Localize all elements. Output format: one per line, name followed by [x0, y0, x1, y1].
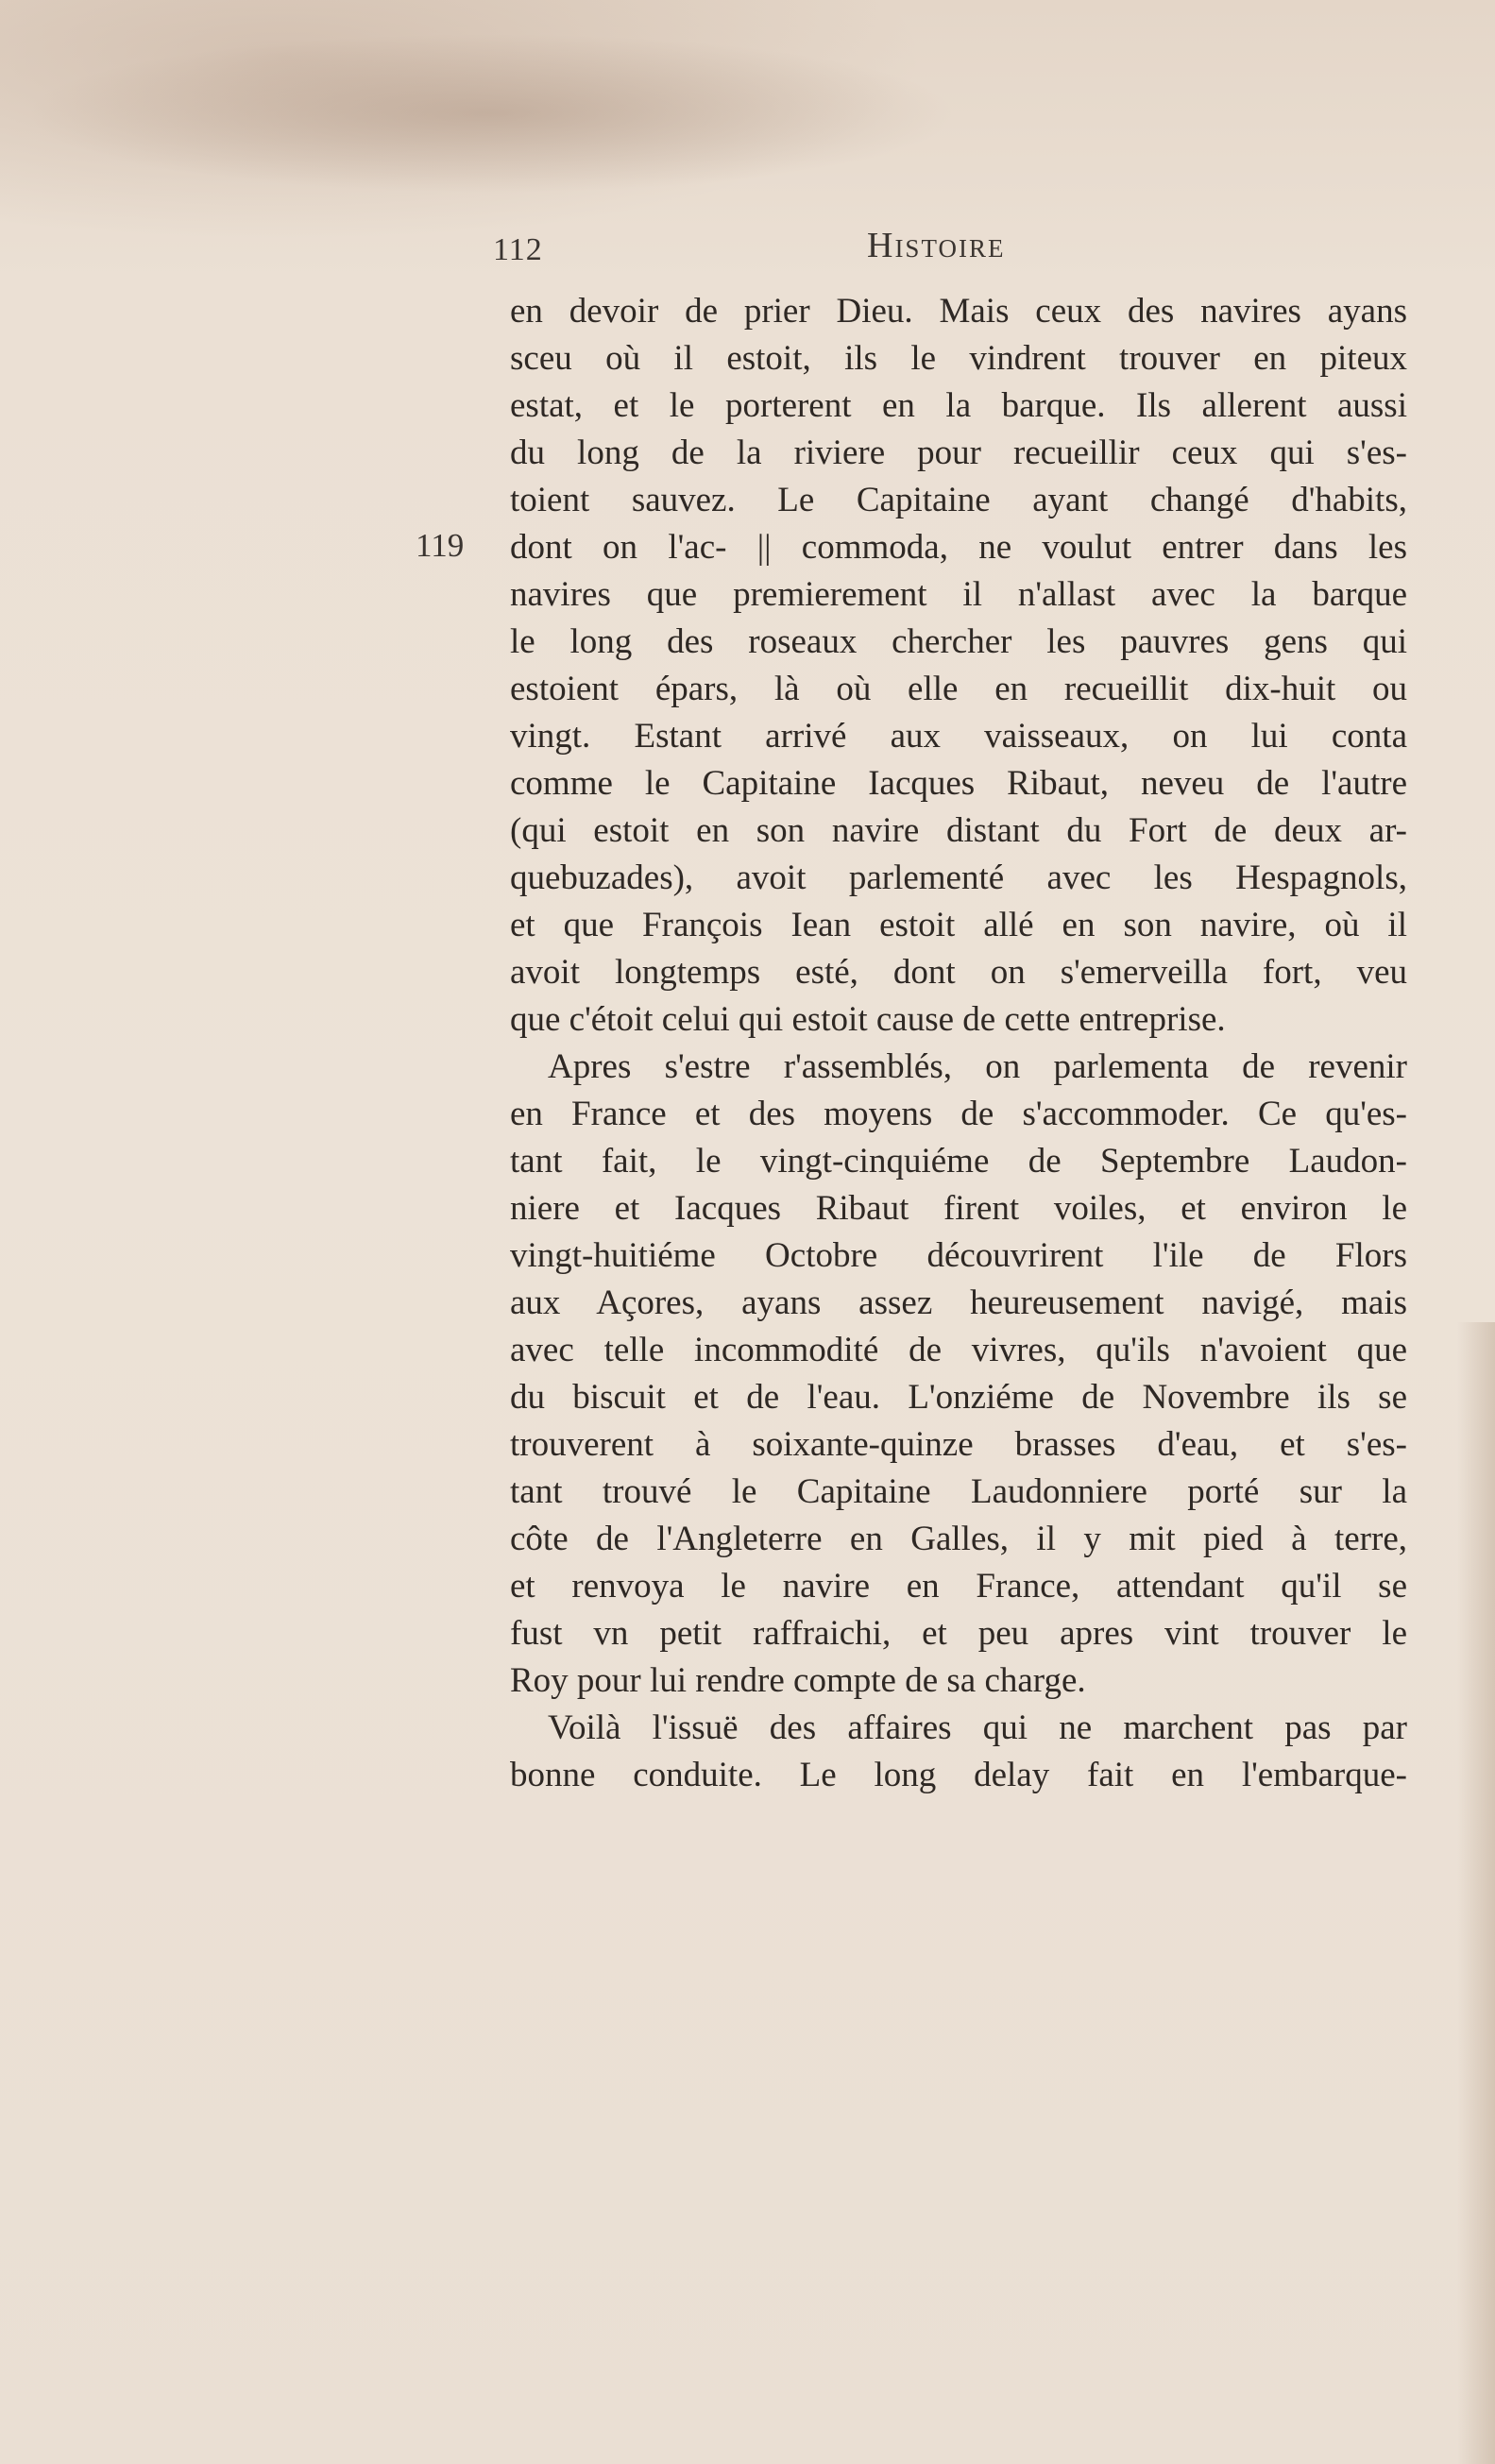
text-line: aux Açores, ayans assez heureusement navigé, mais	[510, 1283, 1407, 1322]
text-line: avoit longtemps esté, dont on s'emerveilla fort, veu	[510, 953, 1407, 992]
text-line: en France et des moyens de s'accommoder. Ce qu'es-	[510, 1095, 1407, 1133]
text-line: vingt-huitiéme Octobre découvrirent l'ile de Flors	[510, 1236, 1407, 1275]
text-line: sceu où il estoit, ils le vindrent trouver en piteux	[510, 339, 1407, 378]
text-line: trouverent à soixante-quinze brasses d'eau, et s'es-	[510, 1425, 1407, 1464]
text-line: estat, et le porterent en la barque. Ils allerent aussi	[510, 386, 1407, 425]
text-line: avec telle incommodité de vivres, qu'ils n'avoient que	[510, 1331, 1407, 1369]
text-line: tant fait, le vingt-cinquiéme de Septembre Laudon-	[510, 1142, 1407, 1181]
text-line: Apres s'estre r'assemblés, on parlementa de revenir	[548, 1047, 1407, 1086]
text-line: du biscuit et de l'eau. L'onziéme de Novembre ils se	[510, 1378, 1407, 1417]
text-line: quebuzades), avoit parlementé avec les Hespagnols,	[510, 858, 1407, 897]
text-line: du long de la riviere pour recueillir ceux qui s'es-	[510, 433, 1407, 472]
text-line: le long des roseaux chercher les pauvres gens qui	[510, 622, 1407, 661]
text-line: Roy pour lui rendre compte de sa charge.	[510, 1661, 1086, 1700]
text-line: bonne conduite. Le long delay fait en l'embarque-	[510, 1756, 1407, 1794]
text-line: dont on l'ac- || commoda, ne voulut entrer dans les	[510, 528, 1407, 567]
text-line: vingt. Estant arrivé aux vaisseaux, on lui conta	[510, 717, 1407, 756]
text-line: tant trouvé le Capitaine Laudonniere porté sur la	[510, 1472, 1407, 1511]
running-title: Histoire	[867, 226, 1006, 265]
text-line: fust vn petit raffraichi, et peu apres vint trouver le	[510, 1614, 1407, 1653]
running-header	[493, 225, 1055, 272]
page-number: 112	[493, 232, 543, 267]
text-line: et renvoya le navire en France, attendant qu'il se	[510, 1567, 1407, 1606]
page-edge-shadow	[1457, 1322, 1495, 2464]
text-line: que c'étoit celui qui estoit cause de cette entreprise.	[510, 1000, 1226, 1039]
text-line: côte de l'Angleterre en Galles, il y mit pied à terre,	[510, 1520, 1407, 1558]
text-line: et que François Iean estoit allé en son navire, où il	[510, 906, 1407, 944]
text-line: niere et Iacques Ribaut firent voiles, et environ le	[510, 1189, 1407, 1228]
text-line: toient sauvez. Le Capitaine ayant changé d'habits,	[510, 481, 1407, 519]
body-text	[510, 288, 1407, 1799]
text-line: Voilà l'issuë des affaires qui ne marchent pas par	[548, 1708, 1407, 1747]
text-line: estoient épars, là où elle en recueillit dix-huit ou	[510, 670, 1407, 708]
text-line: comme le Capitaine Iacques Ribaut, neveu de l'autre	[510, 764, 1407, 803]
text-line: (qui estoit en son navire distant du Fort de deux ar-	[510, 811, 1407, 850]
text-line: navires que premierement il n'allast avec la barque	[510, 575, 1407, 614]
margin-reference-number: 119	[416, 527, 465, 564]
text-line: en devoir de prier Dieu. Mais ceux des navires ayans	[510, 292, 1407, 331]
